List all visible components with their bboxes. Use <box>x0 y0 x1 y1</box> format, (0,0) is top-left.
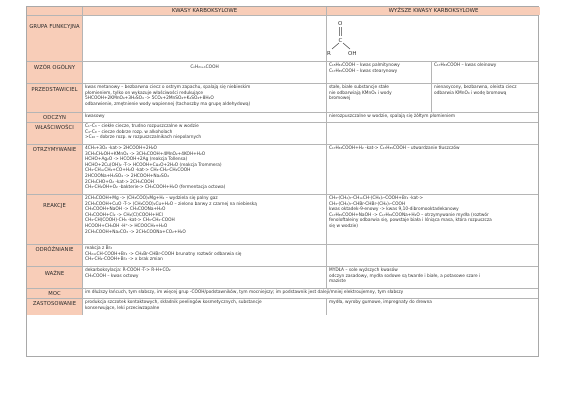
label-general-formula: WZÓR OGÓLNY <box>27 62 83 83</box>
text-line: 2CH₃COOH+Mg -> (CH₃COO)₂Mg+H₂ – wydziela się palny gaz <box>85 196 218 201</box>
text-line: płomieniem, tylko on wykazuje właściwości redukujące <box>85 90 203 96</box>
reaction-higher <box>327 113 540 122</box>
text-line: mydła, wyroby gumowe, impregnaty do drewna <box>329 300 432 305</box>
text-line: 2CH₃COOH+CuO -T-> (CH₃COO)₂Cu+H₂O – zielono barwy z czarnej na niebieską <box>85 201 257 207</box>
row-distinguishing <box>27 245 538 267</box>
text-line: odczyn zasadowy, mydła sodowe są twarde i białe, a potasowe szare i <box>329 273 481 279</box>
text-line: reakcja z Br₂ <box>85 246 113 251</box>
text-line: C₁₇H₃₅COOH+NaOH -> C₁₇H₃₅COONa+H₂O – otrzymywanie mydła (roztwór <box>329 212 489 218</box>
important-higher <box>327 267 540 288</box>
text-line: 3CH₃CH₂OH+KMnO₄ -> 3CH₃COOH+4MnO₂+4KOH+H₂O <box>85 151 206 157</box>
text-line: CH₃-CH=CH₂+CO+H₂O -kat-> CH₃-CH₂-CH₂COOH <box>85 168 191 174</box>
properties-higher <box>327 123 540 144</box>
text-line: 5HCOOH+2KMnO₄+3H₂SO₄ -> 5CO₂+2MnSO₄+K₂SO₄+8H₂O <box>85 96 214 102</box>
row-representatives <box>27 84 538 113</box>
usage-higher <box>327 299 540 315</box>
text-line: stałe, białe substancje stałe <box>329 85 389 90</box>
text-line: CH₃-CH₂OH+O₂ -bakterie-> CH₃COOH+H₂O (fermentacja octowa) <box>85 185 226 191</box>
header-carboxylic: KWASY KARBOKSYLOWE <box>83 7 327 15</box>
label-distinguishing: ODRÓŻNIANIE <box>27 245 83 266</box>
text-line: CH₃-(CH₂)₇-CHBr-CHBr-(CH₂)₇-COOH <box>329 201 406 207</box>
text-line: nienasycony, bezbarwna, oleista ciecz <box>434 85 517 90</box>
text-line: bromowej <box>329 96 351 102</box>
text-line: HCHO+Ag₂O -> HCOOH+2Ag (reakcja Tollensa) <box>85 157 188 163</box>
text-line: CH₃COOH+NaOH -> CH₃COONa+H₂O <box>85 207 166 213</box>
header-row <box>27 7 538 16</box>
text-line: 4CH₃+3O₂ -kat-> 2HCOOH+2H₂O <box>85 146 157 151</box>
header-corner <box>27 7 83 15</box>
row-strength <box>27 289 538 299</box>
text-line: im dłuższy łańcuch, tym słabszy, im więcej grup -COOH/podstawników, tym mocniejszy; im podstawnik jest daleji/mniej elektroujemny, tym słabszy <box>85 290 404 295</box>
bond-oh <box>343 43 350 49</box>
text-line: produkcja szczotek kontaktowych, składnik peelingów kosmetycznych, substancje <box>85 300 262 305</box>
summary-table <box>26 6 539 357</box>
text-line: CH₃COOH+Cl₂ -> CH₂(Cl)COOH+HCl <box>85 212 163 218</box>
text-line: >C₁₀ – dobrze rozp. w rozpuszczalnikach niepolarnych <box>85 135 202 141</box>
text-line: CH₃COOH – kwas octowy <box>85 273 139 279</box>
text-line: odbarwia KMnO₄ i wodę bromową <box>434 90 507 96</box>
text-line: CH₂=CH-COOH+Br₂ -> CH₂Br-CHBr-COOH brunatny roztwór odbarwia się <box>85 251 242 257</box>
label-important: WAŻNE <box>27 267 83 288</box>
reaction-carboxylic <box>83 113 327 122</box>
text-line: nie odbarwiają KMnO₄ i wody <box>329 90 392 96</box>
functional-group-formula-cell <box>327 16 540 61</box>
text-line: konserwujące, leki przeciwzapalne <box>85 305 160 311</box>
strength-text-cell <box>83 289 538 298</box>
general-formula-text: CₙH₂ₙ₊₁COOH <box>190 65 219 70</box>
text-line: 2HCOONa+H₂SO₄ -> 2HCOOH+Na₂SO₄ <box>85 173 169 179</box>
label-strength: MOC <box>27 289 83 298</box>
distinguishing-carboxylic <box>83 245 327 266</box>
important-carboxylic <box>83 267 327 288</box>
obtaining-higher <box>327 145 540 194</box>
text-line: odbarwienie, zmętnienie wody wapiennej (tachoszby ma grupę aldehydową) <box>85 101 251 107</box>
label-representatives: PRZEDSTAWICIEL <box>27 84 83 112</box>
general-formula-saturated <box>327 62 432 83</box>
representatives-saturated <box>327 84 432 112</box>
reactions-carboxylic <box>83 195 327 244</box>
label-properties: WŁAŚCIWOŚCI <box>27 123 83 144</box>
text-line: nierozpuszczalne w wodzie, spalają się żółtym płomieniem <box>329 114 456 119</box>
usage-carboxylic <box>83 299 327 315</box>
text-line: C₁₇H₃₃COOH+H₂ -kat-> C₁₇H₃₅COOH – utwardzanie tłuszczów <box>329 146 460 151</box>
general-formula-unsaturated <box>432 62 540 83</box>
text-line: HCHO+2Cu(OH)₂ -T-> HCOOH+Cu₂O+2H₂O (reakcja Trommera) <box>85 162 222 168</box>
reactions-higher <box>327 195 540 244</box>
bond-r <box>332 43 339 49</box>
text-line: MYDŁA – sole wyższych kwasów <box>329 268 398 273</box>
text-line: CH₃-CH₂-COOH+Br₂ -> x brak zmian <box>85 257 163 263</box>
text-line: dekarboksylacja: R-COOH -T-> R-H+CO₂ <box>85 268 171 273</box>
row-usage <box>27 299 538 315</box>
row-functional-group <box>27 16 538 62</box>
obtaining-carboxylic <box>83 145 327 194</box>
row-general-formula <box>27 62 538 84</box>
label-reaction: ODCZYN <box>27 113 83 122</box>
text-line: 2CH₃CHO+O₂ -kat-> 2CH₃COOH <box>85 179 154 185</box>
text-line: fenoloftaleiny odbarwia się, powstaje biała i lśniąca masa, która rozpuszcza <box>329 218 492 224</box>
text-line: maziste <box>329 279 346 285</box>
text-line: C₁₅H₃₁COOH – kwas palmitynowy <box>329 63 400 68</box>
text-line: CH₃-(CH₂)₇-CH=CH-(CH₂)₇-COOH+Br₂ -kat-> <box>329 196 424 201</box>
formula-o: O <box>338 21 343 27</box>
text-line: kwasowy <box>85 114 105 119</box>
text-line: kwas oktadek-9-enowy -> kwas 9,10-dibromooktadekanowy <box>329 207 459 213</box>
functional-group-cell <box>83 16 327 61</box>
label-reactions: REAKCJE <box>27 195 83 244</box>
formula-oh: OH <box>348 51 357 57</box>
formula-r: R <box>327 51 331 57</box>
label-obtaining: OTRZYMYWANIE <box>27 145 83 194</box>
text-line: C₄–C₉ – ciecze dobrze rozp. w alkoholach <box>85 129 173 135</box>
row-reactions <box>27 195 538 245</box>
text-line: C₁–C₃ – ciekłe ciecze, trudno rozpuszczalne w wodzie <box>85 124 199 129</box>
properties-carboxylic <box>83 123 327 144</box>
formula-c: C <box>338 38 343 44</box>
text-line: się w wodzie) <box>329 223 358 229</box>
label-functional-group: GRUPA FUNKCYJNA <box>27 16 83 61</box>
representatives-carboxylic <box>83 84 327 112</box>
distinguishing-higher <box>327 245 540 266</box>
header-higher: WYŻSZE KWASY KARBOKSYLOWE <box>327 7 540 15</box>
text-line: 2CH₃COOH+Na₂CO₃ -> 2CH₃COONa+CO₂+H₂O <box>85 229 186 235</box>
row-obtaining <box>27 145 538 195</box>
carboxyl-group-structure <box>327 18 387 60</box>
text-line: HCOOH+CH₃OH -H⁺-> HCOOCH₃+H₂O <box>85 223 168 229</box>
text-line: C₁₇H₃₅COOH – kwas stearynowy <box>329 68 398 74</box>
text-line: kwas metanowy – bezbarwna ciecz o ostrym zapachu, spalają się niebieskim <box>85 85 251 90</box>
text-line: C₁₇H₃₃COOH – kwas oleinowy <box>434 63 497 68</box>
text-line: CH₃-CH(COOH)-CH₃ -kat-> CH₃-CH₂-COOH <box>85 218 175 224</box>
row-properties <box>27 123 538 145</box>
row-important <box>27 267 538 289</box>
general-formula-carboxylic <box>83 62 327 83</box>
representatives-unsaturated <box>432 84 540 112</box>
label-usage: ZASTOSOWANIE <box>27 299 83 315</box>
row-reaction <box>27 113 538 123</box>
